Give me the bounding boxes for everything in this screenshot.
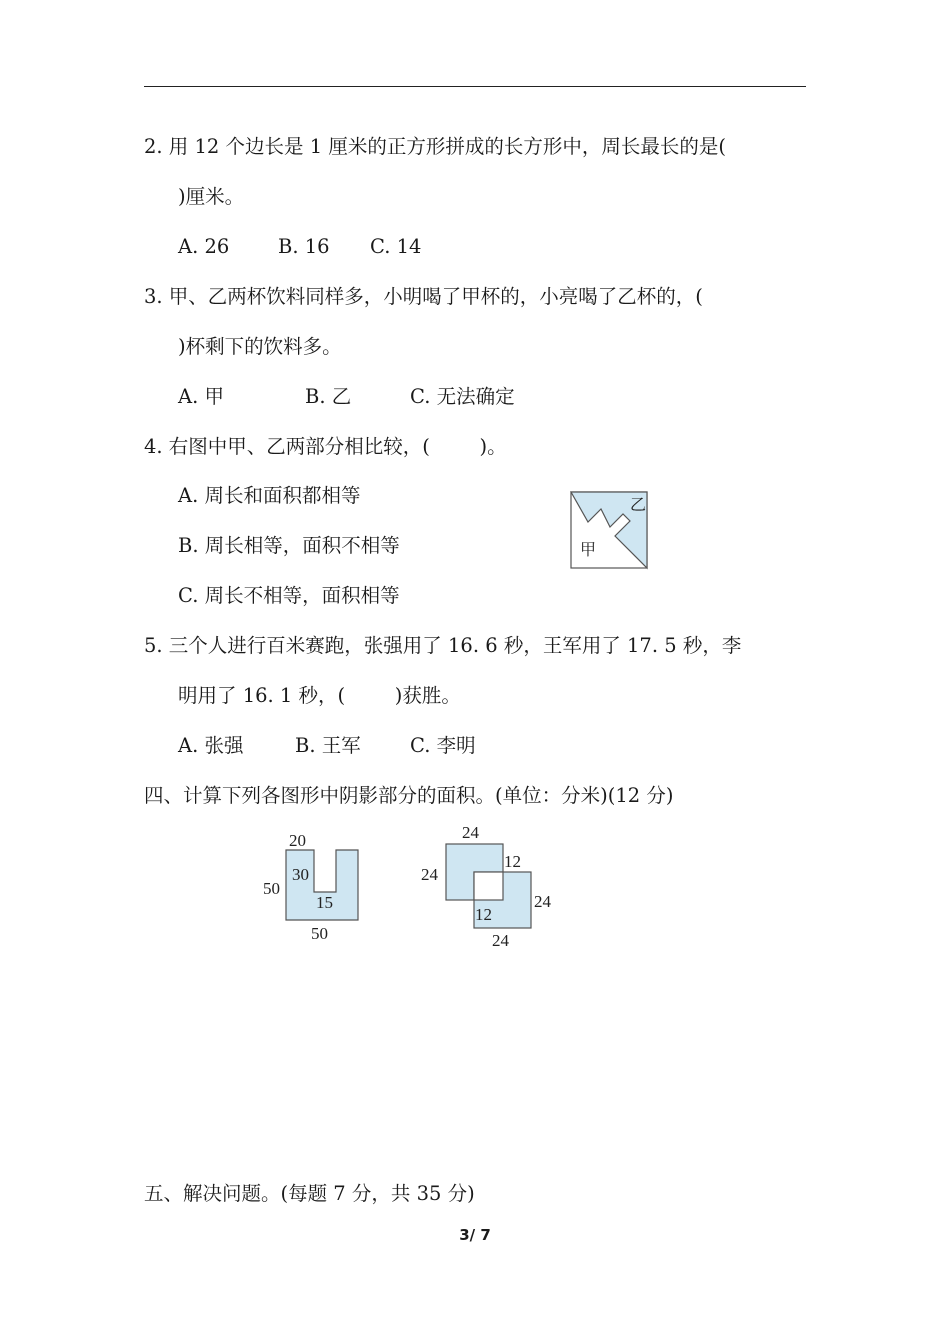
q4-label-yi: 乙 bbox=[630, 497, 647, 514]
q5-option-a: A. 张强 bbox=[178, 734, 244, 757]
q5-line1: 5. 三个人进行百米赛跑，张强用了 16. 6 秒，王军用了 17. 5 秒，李 bbox=[144, 634, 742, 657]
q4-option-b: B. 周长相等，面积不相等 bbox=[178, 534, 400, 557]
section4-figure2 bbox=[418, 820, 563, 952]
q2-option-c: C. 14 bbox=[370, 235, 422, 258]
q2-line1: 2. 用 12 个边长是 1 厘米的正方形拼成的长方形中，周长最长的是( bbox=[144, 135, 726, 158]
q4-figure bbox=[568, 489, 652, 571]
q5-option-c: C. 李明 bbox=[410, 734, 476, 757]
figure1-label-bottom: 50 bbox=[311, 924, 328, 943]
q3-option-b: B. 乙 bbox=[305, 385, 352, 408]
q3-line2: )杯剩下的饮料多。 bbox=[178, 335, 342, 358]
q3-line1: 3. 甲、乙两杯饮料同样多，小明喝了甲杯的，小亮喝了乙杯的，( bbox=[144, 285, 703, 308]
section4-figure1 bbox=[258, 826, 368, 946]
q2-option-a: A. 26 bbox=[178, 235, 230, 258]
q4-line1: 4. 右图中甲、乙两部分相比较，( )。 bbox=[144, 435, 507, 458]
section5-title: 五、解决问题。(每题 7 分，共 35 分) bbox=[144, 1182, 475, 1205]
figure2-overlap bbox=[474, 872, 503, 900]
section4-title: 四、计算下列各图形中阴影部分的面积。(单位：分米)(12 分) bbox=[144, 784, 674, 807]
figure2-label-right: 24 bbox=[534, 892, 551, 911]
q4-option-a: A. 周长和面积都相等 bbox=[178, 484, 361, 507]
q4-option-c: C. 周长不相等，面积相等 bbox=[178, 584, 400, 607]
figure2-label-inner-right: 12 bbox=[504, 852, 521, 871]
figure1-label-top: 20 bbox=[289, 831, 306, 850]
q2-line2: )厘米。 bbox=[178, 185, 245, 208]
figure1-label-left: 50 bbox=[263, 879, 280, 898]
q3-option-c: C. 无法确定 bbox=[410, 385, 515, 408]
page-number: 3/ 7 bbox=[459, 1226, 491, 1244]
q4-label-jia: 甲 bbox=[580, 542, 597, 559]
figure2-label-left: 24 bbox=[421, 865, 438, 884]
q2-option-b: B. 16 bbox=[278, 235, 330, 258]
figure2-label-top: 24 bbox=[462, 823, 479, 842]
q3-option-a: A. 甲 bbox=[178, 385, 224, 408]
figure1-label-inner-left: 30 bbox=[292, 865, 309, 884]
q5-line2: 明用了 16. 1 秒，( )获胜。 bbox=[178, 684, 461, 707]
figure2-label-bottom: 24 bbox=[492, 931, 509, 950]
header-rule bbox=[144, 86, 806, 87]
figure1-label-inner-bottom: 15 bbox=[316, 893, 333, 912]
figure2-label-inner-bottom: 12 bbox=[475, 905, 492, 924]
q5-option-b: B. 王军 bbox=[295, 734, 361, 757]
